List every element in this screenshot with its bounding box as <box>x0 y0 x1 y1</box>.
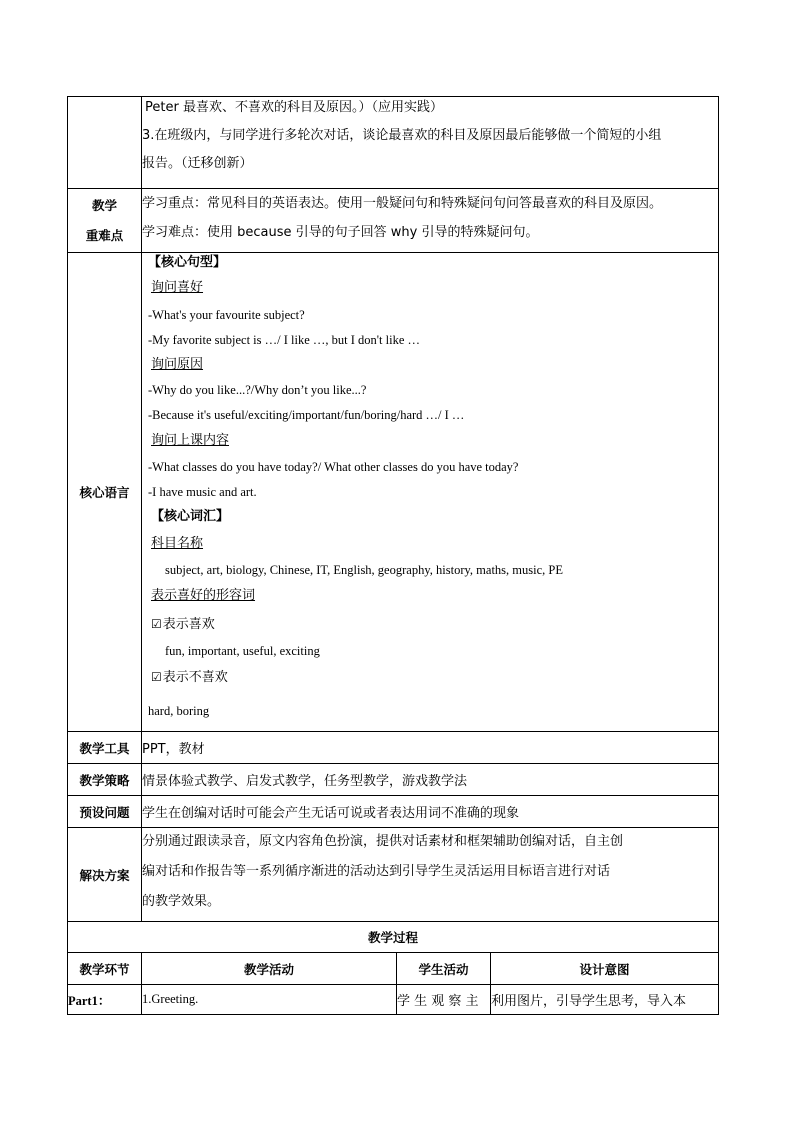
student-activity-cell <box>397 985 491 1015</box>
objective-line: 3.在班级内，与同学进行多轮次对话，谈论最喜欢的科目及原因最后能够做一个简短的小组 <box>142 128 662 143</box>
sentence-line: -What classes do you have today?/ What other classes do you have today? <box>148 460 519 474</box>
learning-difficulty: 学习难点：使用 because 引导的句子回答 why 引导的特殊疑问句。 <box>142 225 539 240</box>
ask-reason-heading: 询问原因 <box>151 357 204 372</box>
solutions-cell <box>142 828 719 922</box>
solutions-row <box>68 828 719 922</box>
adjectives-heading: 表示喜好的形容词 <box>151 588 256 603</box>
core-sentences-heading: 【核心句型】 <box>148 255 227 270</box>
process-title: 教学过程 <box>68 922 719 953</box>
tools-row <box>68 732 719 764</box>
dislike-label: ☑ 表示不喜欢 <box>148 664 712 691</box>
tools-value: PPT，教材 <box>142 742 205 757</box>
lesson-plan-table <box>67 96 719 1015</box>
teaching-activity-cell <box>142 985 397 1015</box>
sentence-line: -My favorite subject is …/ I like …, but I don't like … <box>148 333 420 347</box>
strategy-row <box>68 764 719 796</box>
stage-text: Part1： <box>68 993 111 1008</box>
objective-line: 报告。（迁移创新） <box>142 156 253 171</box>
core-language-cell <box>142 253 719 732</box>
tools-cell <box>142 732 719 764</box>
teaching-activity-text: 1.Greeting. <box>142 992 199 1006</box>
process-row <box>68 985 719 1015</box>
subject-names-heading: 科目名称 <box>151 536 204 551</box>
objectives-cell <box>142 97 719 189</box>
solution-line: 的教学效果。 <box>142 894 221 909</box>
header-student-activity: 学生活动 <box>397 953 491 985</box>
objectives-row <box>68 97 719 189</box>
key-points-row <box>68 189 719 253</box>
sentence-line: -Why do you like...?/Why don’t you like...? <box>148 383 367 397</box>
header-stage: 教学环节 <box>68 953 142 985</box>
learning-focus: 学习重点：常见科目的英语表达。使用一般疑问句和特殊疑问句问答最喜欢的科目及原因。 <box>142 196 663 211</box>
key-points-cell <box>142 189 719 253</box>
problems-value: 学生在创编对话时可能会产生无话可说或者表达用词不准确的现象 <box>142 806 520 821</box>
design-intent-text: 利用图片，引导学生思考，导入本 <box>491 994 687 1009</box>
header-design-intent: 设计意图 <box>491 953 719 985</box>
like-label: ☑ 表示喜欢 <box>148 611 712 638</box>
sentence-line: -What's your favourite subject? <box>148 308 305 322</box>
solution-line: 编对话和作报告等一系列循序渐进的活动达到引导学生灵活运用目标语言进行对话 <box>142 864 611 879</box>
like-words: fun, important, useful, exciting <box>165 644 320 658</box>
objective-line: Peter 最喜欢、不喜欢的科目及原因。）（应用实践） <box>145 100 443 115</box>
stage-cell <box>68 985 142 1015</box>
ask-preference-heading: 询问喜好 <box>151 280 204 295</box>
objectives-label-cell <box>68 97 142 189</box>
solutions-label: 解决方案 <box>68 828 142 922</box>
strategy-cell <box>142 764 719 796</box>
process-title-row <box>68 922 719 953</box>
problems-row <box>68 796 719 828</box>
strategy-label: 教学策略 <box>68 764 142 796</box>
core-language-row <box>68 253 719 732</box>
key-points-label-line: 教学 <box>91 197 117 213</box>
solution-line: 分别通过跟读录音，原文内容角色扮演，提供对话素材和框架辅助创编对话，自主创 <box>142 834 624 849</box>
problems-label: 预设问题 <box>68 796 142 828</box>
core-language-label: 核心语言 <box>68 253 142 732</box>
dislike-words: hard, boring <box>148 704 210 718</box>
header-teaching-activity: 教学活动 <box>142 953 397 985</box>
subject-list: subject, art, biology, Chinese, IT, English, geography, history, maths, music, PE <box>165 563 563 577</box>
strategy-value: 情景体验式教学、启发式教学，任务型教学，游戏教学法 <box>142 774 468 789</box>
ask-classes-heading: 询问上课内容 <box>151 433 230 448</box>
process-header-row <box>68 953 719 985</box>
student-activity-text: 学 生 观 察 主 <box>397 994 479 1009</box>
problems-cell <box>142 796 719 828</box>
sentence-line: -Because it's useful/exciting/important/fun/boring/hard …/ I … <box>148 408 465 422</box>
design-intent-cell <box>491 985 719 1015</box>
sentence-line: -I have music and art. <box>148 485 257 499</box>
core-vocab-heading: 【核心词汇】 <box>151 509 230 524</box>
tools-label: 教学工具 <box>68 732 142 764</box>
key-points-label-line: 重难点 <box>85 227 124 243</box>
key-points-label <box>68 189 142 253</box>
